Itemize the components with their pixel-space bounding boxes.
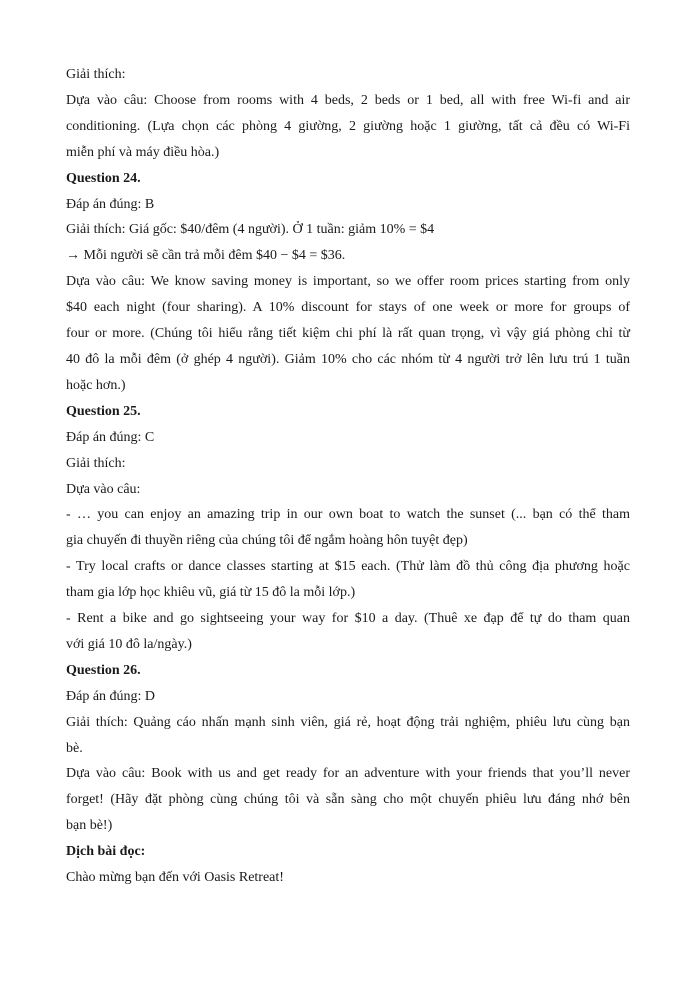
answer-line: Đáp án đúng: D [66,688,156,704]
text-line: $40 each night (four sharing). A 10% discount for stays of one week or more for groups of [66,300,630,316]
document-page [66,62,630,891]
text-line: 40 đô la mỗi đêm (ở ghép 4 người). Giảm 10% cho các nhóm từ 4 người trở lên lưu trú 1 tuần [66,351,630,367]
text-line: Giải thích: Giá gốc: $40/đêm (4 người). Ở 1 tuần: giảm 10% = $4 [66,222,435,238]
answer-line: Đáp án đúng: C [66,429,155,445]
text-line: bè. [66,740,83,756]
text-line: conditioning. (Lựa chọn các phòng 4 giường, 2 giường hoặc 1 giường, tất cả đều có Wi-Fi [66,118,630,134]
text-line: Chào mừng bạn đến với Oasis Retreat! [66,870,284,886]
text-line: forget! (Hãy đặt phòng cùng chúng tôi và sẵn sàng cho một chuyến phiêu lưu đáng nhớ bên [66,792,630,808]
text-line: → Mỗi người sẽ cần trả mỗi đêm $40 − $4 = $36. [66,248,346,264]
text-line: hoặc hơn.) [66,377,126,393]
text-line: Dựa vào câu: Book with us and get ready for an adventure with your friends that you’ll never [66,766,630,782]
section-heading: Question 24. [66,170,141,186]
section-heading: Question 26. [66,662,141,678]
text-line: Dựa vào câu: Choose from rooms with 4 beds, 2 beds or 1 bed, all with free Wi-fi and air [66,92,630,108]
text-line: miễn phí và máy điều hòa.) [66,144,220,160]
answer-line: Đáp án đúng: B [66,196,155,212]
text-line: gia chuyến đi thuyền riêng của chúng tôi để ngắm hoàng hôn tuyệt đẹp) [66,533,468,549]
section-heading: Question 25. [66,403,141,419]
text-line: Dựa vào câu: [66,481,141,497]
text-line: Giải thích: [66,455,126,471]
text-line: với giá 10 đô la/ngày.) [66,636,192,652]
section-heading: Dịch bài đọc: [66,844,146,860]
text-line: Dựa vào câu: We know saving money is important, so we offer room prices starting from only [66,274,630,290]
text-line: bạn bè!) [66,818,113,834]
text-line: Giải thích: [66,67,126,82]
text-line: - Try local crafts or dance classes starting at $15 each. (Thử làm đồ thủ công địa phương hoặc [66,559,630,575]
text-line: - … you can enjoy an amazing trip in our own boat to watch the sunset (... bạn có thể tham [66,507,630,523]
text-line: Giải thích: Quảng cáo nhấn mạnh sinh viên, giá rẻ, hoạt động trải nghiệm, phiêu lưu cùng bạn [66,714,630,730]
text-line: tham gia lớp học khiêu vũ, giá từ 15 đô la mỗi lớp.) [66,585,356,601]
text-line: - Rent a bike and go sightseeing your way for $10 a day. (Thuê xe đạp để tự do tham quan [66,611,630,627]
text-line: four or more. (Chúng tôi hiểu rằng tiết kiệm chi phí là rất quan trọng, vì vậy giá phòng chỉ từ [66,326,630,342]
